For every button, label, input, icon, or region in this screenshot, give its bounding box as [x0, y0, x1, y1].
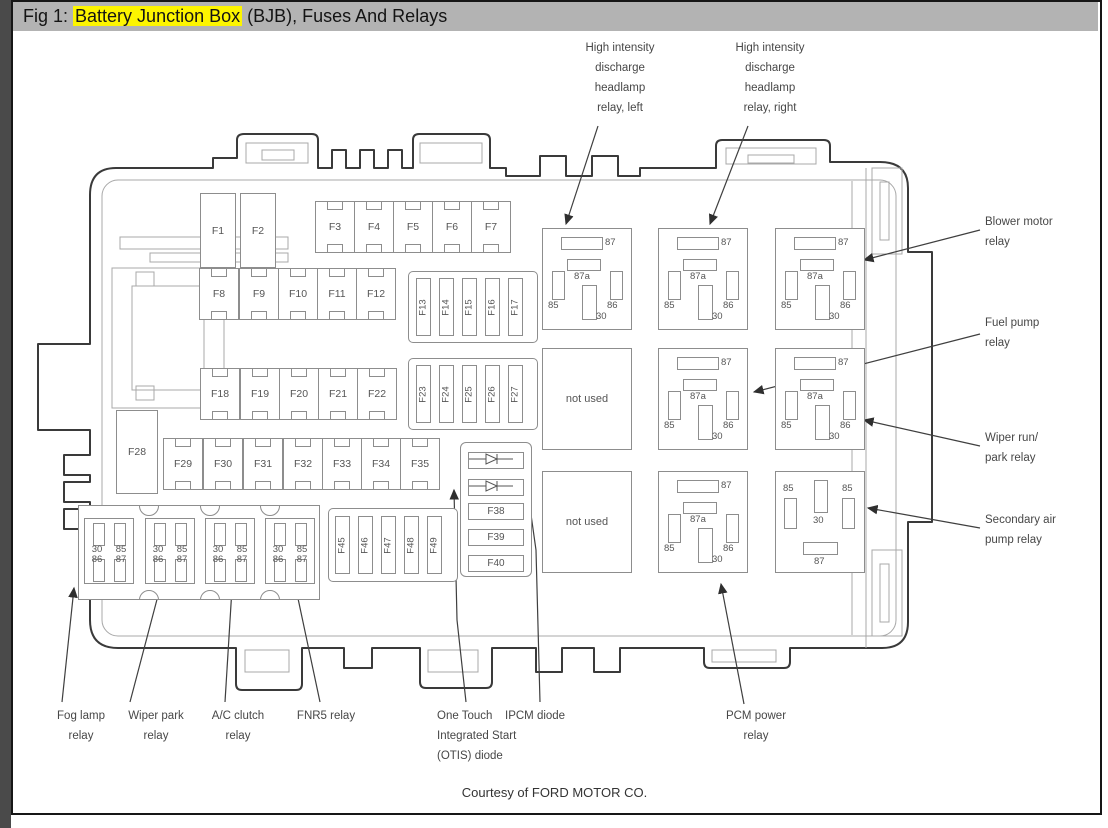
leader-wiper-park	[130, 588, 160, 702]
relay-pin-85: 85	[842, 483, 853, 494]
fuse-label: F33	[332, 458, 352, 470]
fuse-tab-bottom	[212, 411, 228, 420]
fuse-label: F46	[360, 536, 371, 554]
fuse-label: F26	[487, 385, 498, 403]
relay-pin-85: 85	[783, 483, 794, 494]
fuse-label: F21	[328, 388, 348, 400]
callout-line: discharge	[595, 62, 645, 74]
fuse-label: F16	[487, 298, 498, 316]
fuse-tab-bottom	[175, 481, 191, 490]
fuse-tab-bottom	[251, 311, 267, 320]
fuse-label: F14	[441, 298, 452, 316]
fuse-f19	[240, 368, 280, 420]
fuse-f26	[485, 365, 500, 423]
fuse-tab-bottom	[255, 481, 271, 490]
fuse-f30	[203, 438, 243, 490]
relay-pin-86: 86	[723, 543, 734, 554]
relay-pin-86: 86	[152, 554, 164, 565]
leader-fog	[62, 588, 74, 702]
fuse-f9	[239, 268, 279, 320]
relay-pin-87: 87	[605, 237, 616, 248]
ac-clutch-relay	[205, 518, 255, 584]
relay-pin-30: 30	[829, 431, 840, 442]
fuse-tab-top	[327, 201, 343, 210]
relay-slot-87	[803, 542, 838, 555]
relay-slot-85	[842, 498, 855, 529]
relay-pin-30: 30	[712, 554, 723, 565]
fuse-f35	[400, 438, 440, 490]
callout-line: headlamp	[744, 82, 796, 94]
fuse-label: F17	[510, 298, 521, 316]
relay-slot-87	[794, 237, 836, 250]
callout-line: Integrated Start	[437, 730, 517, 742]
not-used-slot-2: not used	[542, 471, 632, 573]
relay-pin-30: 30	[813, 515, 824, 526]
fuse-label: F45	[337, 536, 348, 554]
fuse-label: F3	[328, 221, 342, 233]
fuse-tab-top	[329, 268, 345, 277]
leader-blower	[864, 230, 980, 260]
fuse-label: F9	[252, 288, 266, 300]
wiper-run-park-relay	[775, 348, 865, 450]
relay-slot-85	[668, 391, 681, 420]
relay-pin-86: 86	[723, 420, 734, 431]
relay-pin-85: 85	[548, 300, 559, 311]
leader-wiper-run	[864, 420, 980, 446]
relay-pin-87: 87	[721, 237, 732, 248]
relay-slot	[214, 523, 226, 546]
bank-notch-bottom	[139, 590, 159, 600]
relay-pin-87: 87	[721, 480, 732, 491]
fuse-label: F27	[510, 385, 521, 403]
relay-slot-30	[698, 528, 713, 563]
relay-pin-30: 30	[91, 544, 103, 555]
relay-pin-87a: 87a	[807, 391, 823, 402]
fuse-tab-top	[444, 201, 460, 210]
fuse-f48	[404, 516, 419, 574]
fuse-label: F47	[383, 536, 394, 554]
fuse-f24	[439, 365, 454, 423]
fuse-tab-bottom	[327, 244, 343, 253]
fuse-label: F30	[213, 458, 233, 470]
callout-line: relay, right	[743, 102, 797, 114]
fuse-label: F22	[367, 388, 387, 400]
relay-slot	[235, 523, 247, 546]
callout-line: discharge	[745, 62, 795, 74]
relay-slot-85	[785, 271, 798, 300]
fuse-tab-top	[330, 368, 346, 377]
fuse-tab-top	[212, 368, 228, 377]
relay-slot-86	[726, 391, 739, 420]
diode-icon	[469, 480, 513, 492]
fuse-f28: F28	[116, 410, 158, 494]
callout-line: High intensity	[735, 42, 805, 54]
diode-slot-2	[468, 479, 524, 496]
fuse-tab-bottom	[290, 311, 306, 320]
relay-pin-87: 87	[236, 554, 248, 565]
relay-slot-87a	[683, 502, 717, 514]
fuse-f38: F38	[468, 503, 524, 520]
relay-slot-87a	[800, 379, 834, 391]
secondary-air-pump-relay	[775, 471, 865, 573]
relay-slot	[274, 523, 286, 546]
diode-slot-1	[468, 452, 524, 469]
relay-slot-85	[552, 271, 565, 300]
fuse-label: F35	[410, 458, 430, 470]
fuse-label: F20	[289, 388, 309, 400]
fuse-f23	[416, 365, 431, 423]
fuse-tab-bottom	[330, 411, 346, 420]
relay-slot	[154, 523, 166, 546]
relay-pin-30: 30	[712, 311, 723, 322]
fuse-label: F23	[418, 385, 429, 403]
fuse-f15	[462, 278, 477, 336]
fuse-label: F49	[429, 536, 440, 554]
callout-line: pump relay	[985, 534, 1042, 546]
fuse-f32	[283, 438, 323, 490]
relay-pin-87: 87	[814, 556, 825, 567]
fuse-label: F24	[441, 385, 452, 403]
relay-slot-87a	[800, 259, 834, 271]
callout-line: FNR5 relay	[296, 710, 356, 722]
relay-pin-87a: 87a	[807, 271, 823, 282]
fuse-tab-top	[412, 438, 428, 447]
fuse-f12	[356, 268, 396, 320]
callout-ac-clutch	[196, 706, 280, 746]
leader-ac-clutch	[225, 588, 232, 702]
relay-slot-30	[698, 285, 713, 320]
callout-line: One Touch	[437, 710, 493, 722]
fuse-f14	[439, 278, 454, 336]
fuse-tab-bottom	[368, 311, 384, 320]
bank-notch-top	[200, 505, 220, 516]
relay-pin-87: 87	[296, 554, 308, 565]
fuse-tab-bottom	[291, 411, 307, 420]
relay-pin-86: 86	[272, 554, 284, 565]
relay-pin-86: 86	[723, 300, 734, 311]
relay-slot-86	[843, 391, 856, 420]
fuse-label: F6	[445, 221, 459, 233]
fuse-label: F15	[464, 298, 475, 316]
fuse-tab-bottom	[412, 481, 428, 490]
fuse-f4	[354, 201, 394, 253]
relay-pin-30: 30	[152, 544, 164, 555]
fuse-tab-top	[366, 201, 382, 210]
blower-motor-relay	[775, 228, 865, 330]
relay-slot-86	[610, 271, 623, 300]
fuel-pump-relay	[658, 348, 748, 450]
bank-notch-top	[139, 505, 159, 516]
relay-pin-85: 85	[781, 420, 792, 431]
callout-line: relay	[68, 730, 94, 742]
fuse-f6	[432, 201, 472, 253]
relay-slot-86	[726, 514, 739, 543]
fuse-tab-bottom	[334, 481, 350, 490]
callout-line: headlamp	[594, 82, 646, 94]
fuse-tab-bottom	[369, 411, 385, 420]
fuse-f10	[278, 268, 318, 320]
callout-fnr5	[280, 706, 372, 726]
fuse-label: F12	[366, 288, 386, 300]
relay-pin-87a: 87a	[574, 271, 590, 282]
fuse-f34	[361, 438, 401, 490]
relay-pin-30: 30	[829, 311, 840, 322]
relay-slot	[175, 523, 187, 546]
title-highlight: Battery Junction Box	[75, 6, 241, 26]
relay-pin-row	[146, 554, 194, 565]
fuse-label: F7	[484, 221, 498, 233]
fuse-label: F32	[293, 458, 313, 470]
relay-slot-86	[843, 271, 856, 300]
relay-slot-87	[677, 480, 719, 493]
relay-pin-85: 85	[781, 300, 792, 311]
relay-pin-87: 87	[115, 554, 127, 565]
fuse-tab-top	[215, 438, 231, 447]
relay-slot	[114, 523, 126, 546]
relay-pin-86: 86	[840, 300, 851, 311]
fuse-tab-top	[175, 438, 191, 447]
relay-pin-86: 86	[607, 300, 618, 311]
fuse-f46	[358, 516, 373, 574]
relay-slot-86	[726, 271, 739, 300]
fuse-tab-bottom	[405, 244, 421, 253]
callout-ipcm	[505, 706, 595, 726]
fuse-f17	[508, 278, 523, 336]
courtesy-note: Courtesy of FORD MOTOR CO.	[461, 785, 648, 800]
bank-notch-bottom	[260, 590, 280, 600]
fuse-f49	[427, 516, 442, 574]
fuse-f20	[279, 368, 319, 420]
relay-pin-87a: 87a	[690, 514, 706, 525]
relay-slot-30	[582, 285, 597, 320]
fuse-tab-top	[211, 268, 227, 277]
fuse-f33	[322, 438, 362, 490]
callout-line: Secondary air	[985, 514, 1056, 526]
fuse-tab-top	[405, 201, 421, 210]
fuse-label: F5	[406, 221, 420, 233]
fuse-f25	[462, 365, 477, 423]
fuse-f11	[317, 268, 357, 320]
relay-slot-85	[668, 271, 681, 300]
relay-slot-87	[561, 237, 603, 250]
callout-fuel	[985, 313, 1095, 353]
leader-pcm	[721, 584, 744, 704]
relay-pin-86: 86	[212, 554, 224, 565]
fuse-tab-bottom	[366, 244, 382, 253]
fuse-f2: F2	[240, 193, 276, 268]
fuse-label: F8	[212, 288, 226, 300]
fuse-tab-bottom	[373, 481, 389, 490]
callout-line: relay	[985, 337, 1010, 349]
fuse-label: F13	[418, 298, 429, 316]
relay-pin-86: 86	[840, 420, 851, 431]
fuse-f5	[393, 201, 433, 253]
relay-slot-85	[784, 498, 797, 529]
fuse-tab-top	[295, 438, 311, 447]
callout-blower	[985, 212, 1095, 252]
fuse-label: F19	[250, 388, 270, 400]
fuse-f31	[243, 438, 283, 490]
callout-hid-left	[555, 38, 685, 118]
callout-line: park relay	[985, 452, 1036, 464]
fuse-f39: F39	[468, 529, 524, 546]
relay-pin-85: 85	[296, 544, 308, 555]
fuse-f7	[471, 201, 511, 253]
relay-pin-85: 85	[236, 544, 248, 555]
relay-pin-row	[266, 554, 314, 565]
relay-slot-30	[698, 405, 713, 440]
not-used-slot-1: not used	[542, 348, 632, 450]
fuse-f18	[200, 368, 240, 420]
fuse-f16	[485, 278, 500, 336]
relay-pin-85: 85	[115, 544, 127, 555]
leader-fnr5	[296, 589, 320, 702]
fuse-tab-top	[483, 201, 499, 210]
callout-line: Fuel pump	[985, 317, 1040, 329]
fog-lamp-relay	[84, 518, 134, 584]
fuse-f29	[163, 438, 203, 490]
pcm-power-relay	[658, 471, 748, 573]
fuse-tab-top	[373, 438, 389, 447]
relay-slot-30	[814, 480, 828, 513]
relay-pin-30: 30	[596, 311, 607, 322]
relay-pin-87: 87	[721, 357, 732, 368]
relay-pin-85: 85	[664, 300, 675, 311]
fuse-tab-bottom	[252, 411, 268, 420]
relay-slot-30	[815, 405, 830, 440]
callout-line: PCM power	[725, 710, 787, 722]
fuse-f1: F1	[200, 193, 236, 268]
callout-line: Blower motor	[985, 216, 1053, 228]
fuse-label: F18	[210, 388, 230, 400]
callout-line: (OTIS) diode	[437, 750, 503, 762]
relay-pin-30: 30	[712, 431, 723, 442]
fuse-f21	[318, 368, 358, 420]
callout-line: IPCM diode	[505, 710, 566, 722]
diode-icon	[469, 453, 513, 465]
callout-line: A/C clutch	[211, 710, 265, 722]
relay-pin-87a: 87a	[690, 391, 706, 402]
callout-line: High intensity	[585, 42, 655, 54]
callout-line: relay, left	[597, 102, 643, 114]
fuse-label: F4	[367, 221, 381, 233]
callout-fog	[42, 706, 120, 746]
bank-notch-top	[260, 505, 280, 516]
fuse-label: F11	[328, 288, 346, 300]
callout-pcm	[714, 706, 798, 746]
title-suffix: (BJB), Fuses And Relays	[242, 6, 448, 26]
relay-pin-30: 30	[272, 544, 284, 555]
relay-pin-87: 87	[176, 554, 188, 565]
relay-slot-87a	[683, 379, 717, 391]
fuse-label: F34	[371, 458, 391, 470]
relay-pin-85: 85	[664, 420, 675, 431]
fuse-label: F25	[464, 385, 475, 403]
hid-headlamp-right-relay	[658, 228, 748, 330]
relay-slot-87	[677, 237, 719, 250]
fuse-f3	[315, 201, 355, 253]
fuse-tab-top	[290, 268, 306, 277]
callout-wiper-run	[985, 428, 1095, 468]
fuse-tab-bottom	[215, 481, 231, 490]
relay-pin-87a: 87a	[690, 271, 706, 282]
fuse-f8	[199, 268, 239, 320]
hid-headlamp-left-relay	[542, 228, 632, 330]
relay-slot-87a	[683, 259, 717, 271]
relay-slot-85	[668, 514, 681, 543]
callout-hid-right	[705, 38, 835, 118]
relay-pin-row	[206, 554, 254, 565]
fuse-label: F29	[173, 458, 193, 470]
wiper-park-relay	[145, 518, 195, 584]
relay-pin-row	[85, 554, 133, 565]
title-prefix: Fig 1:	[23, 6, 74, 26]
callout-line: relay	[225, 730, 251, 742]
fuse-f22	[357, 368, 397, 420]
fuse-label: F31	[253, 458, 273, 470]
callout-line: Fog lamp	[57, 710, 105, 722]
relay-slot-85	[785, 391, 798, 420]
relay-slot-87	[794, 357, 836, 370]
fuse-tab-top	[252, 368, 268, 377]
relay-pin-87: 87	[838, 237, 849, 248]
fuse-f40: F40	[468, 555, 524, 572]
relay-slot	[295, 523, 307, 546]
relay-pin-85: 85	[176, 544, 188, 555]
callout-line: relay	[143, 730, 169, 742]
fuse-f45	[335, 516, 350, 574]
fuse-f27	[508, 365, 523, 423]
relay-pin-86: 86	[91, 554, 103, 565]
callout-line: Wiper park	[128, 710, 184, 722]
fuse-tab-bottom	[483, 244, 499, 253]
relay-slot-87a	[567, 259, 601, 271]
callout-line: relay	[743, 730, 769, 742]
fuse-tab-bottom	[211, 311, 227, 320]
fuse-label: F10	[288, 288, 308, 300]
bank-notch-bottom	[200, 590, 220, 600]
fuse-label: F48	[406, 536, 417, 554]
relay-pin-30: 30	[212, 544, 224, 555]
fuse-tab-bottom	[329, 311, 345, 320]
fuse-tab-bottom	[295, 481, 311, 490]
fuse-f13	[416, 278, 431, 336]
fuse-tab-top	[334, 438, 350, 447]
fuse-tab-bottom	[444, 244, 460, 253]
relay-slot	[93, 523, 105, 546]
relay-slot-30	[815, 285, 830, 320]
diode-fuse-panel	[460, 442, 532, 577]
fnr5-relay	[265, 518, 315, 584]
fuse-tab-top	[255, 438, 271, 447]
fuse-tab-top	[291, 368, 307, 377]
callout-line: Wiper run/	[985, 432, 1039, 444]
fuse-tab-top	[251, 268, 267, 277]
relay-pin-87: 87	[838, 357, 849, 368]
callout-line: relay	[985, 236, 1010, 248]
relay-pin-85: 85	[664, 543, 675, 554]
fuse-tab-top	[369, 368, 385, 377]
callout-secondary-air	[985, 510, 1100, 550]
leader-secondary-air	[868, 508, 980, 528]
fuse-f47	[381, 516, 396, 574]
fuse-tab-top	[368, 268, 384, 277]
relay-slot-87	[677, 357, 719, 370]
callout-wiper-park	[112, 706, 200, 746]
